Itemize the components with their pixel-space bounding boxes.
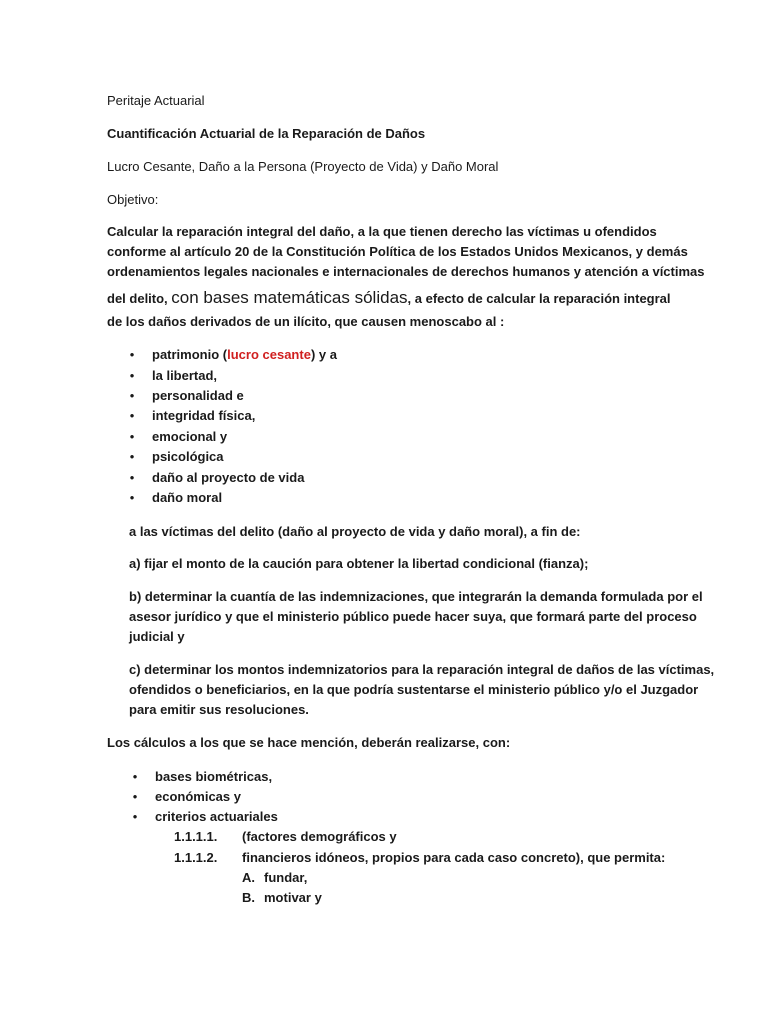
objective-line-4: [107, 288, 671, 309]
paragraph-a: a) fijar el monto de la caución para obtener la libertad condicional (fianza);: [129, 556, 589, 571]
numbered-marker: 1.1.1.1.: [174, 829, 218, 844]
list-item: psicológica: [152, 449, 224, 464]
calculations-intro: Los cálculos a los que se hace mención, deberán realizarse, con:: [107, 735, 511, 750]
paragraph-c-line-2: ofendidos o beneficiarios, en la que podría sustentarse el ministerio público y/o el Juzgador: [129, 682, 699, 697]
bullet-icon: •: [129, 429, 135, 444]
list-item-patrimonio: [152, 345, 337, 365]
paragraph-b-line-3: judicial y: [129, 629, 185, 644]
list-item: personalidad e: [152, 388, 244, 403]
bullet-icon: •: [132, 769, 138, 784]
paragraph-b-line-1: b) determinar la cuantía de las indemnizaciones, que integrarán la demanda formulada por el: [129, 589, 703, 604]
bullet-icon: •: [132, 809, 138, 824]
list-item: bases biométricas,: [155, 769, 273, 784]
emphasis-math-bases: con bases matemáticas sólidas: [171, 288, 408, 307]
bullet-icon: •: [129, 388, 135, 403]
lettered-item: motivar y: [264, 890, 322, 905]
section-heading: Lucro Cesante, Daño a la Persona (Proyecto de Vida) y Daño Moral: [107, 159, 499, 174]
objective-label: Objetivo:: [107, 192, 159, 207]
bullet-icon: •: [129, 490, 135, 505]
lettered-marker: B.: [242, 890, 255, 905]
bullet-icon: •: [129, 408, 135, 423]
document-title: Peritaje Actuarial: [107, 93, 205, 108]
bullet-icon: •: [132, 789, 138, 804]
list-item: daño moral: [152, 490, 223, 505]
document-subtitle: Cuantificación Actuarial de la Reparación de Daños: [107, 126, 426, 141]
list-item-text: ) y a: [310, 347, 337, 362]
list-item-text: patrimonio (: [152, 347, 228, 362]
lettered-marker: A.: [242, 870, 255, 885]
objective-line-2: conforme al artículo 20 de la Constitución Política de los Estados Unidos Mexicanos, y demás: [107, 244, 688, 259]
numbered-marker: 1.1.1.2.: [174, 850, 218, 865]
objective-line-3: ordenamientos legales nacionales e internacionales de derechos humanos y atención a víctimas: [107, 264, 705, 279]
paragraph-c-line-3: para emitir sus resoluciones.: [129, 702, 309, 717]
bullet-icon: •: [129, 449, 135, 464]
objective-line-5: de los daños derivados de un ilícito, que causen menoscabo al :: [107, 314, 505, 329]
lucro-cesante-highlight: lucro cesante: [227, 347, 311, 362]
paragraph-victims: a las víctimas del delito (daño al proyecto de vida y daño moral), a fin de:: [129, 524, 581, 539]
list-item: la libertad,: [152, 368, 218, 383]
numbered-item: (factores demográficos y: [242, 829, 397, 844]
numbered-item: financieros idóneos, propios para cada caso concreto), que permita:: [242, 850, 666, 865]
list-item: emocional y: [152, 429, 228, 444]
bullet-icon: •: [129, 347, 135, 362]
objective-line-1: Calcular la reparación integral del daño, a la que tienen derecho las víctimas u ofendidos: [107, 224, 657, 239]
paragraph-b-line-2: asesor jurídico y que el ministerio público puede hacer suya, que formará parte del proceso: [129, 609, 697, 624]
bullet-icon: •: [129, 470, 135, 485]
list-item: daño al proyecto de vida: [152, 470, 305, 485]
bullet-icon: •: [129, 368, 135, 383]
objective-line-4-post: , a efecto de calcular la reparación integral: [407, 291, 671, 306]
list-item: integridad física,: [152, 408, 256, 423]
list-item: económicas y: [155, 789, 241, 804]
list-item: criterios actuariales: [155, 809, 278, 824]
objective-line-4-pre: del delito,: [107, 291, 168, 306]
lettered-item: fundar,: [264, 870, 308, 885]
paragraph-c-line-1: c) determinar los montos indemnizatorios para la reparación integral de daños de las víctimas,: [129, 662, 715, 677]
